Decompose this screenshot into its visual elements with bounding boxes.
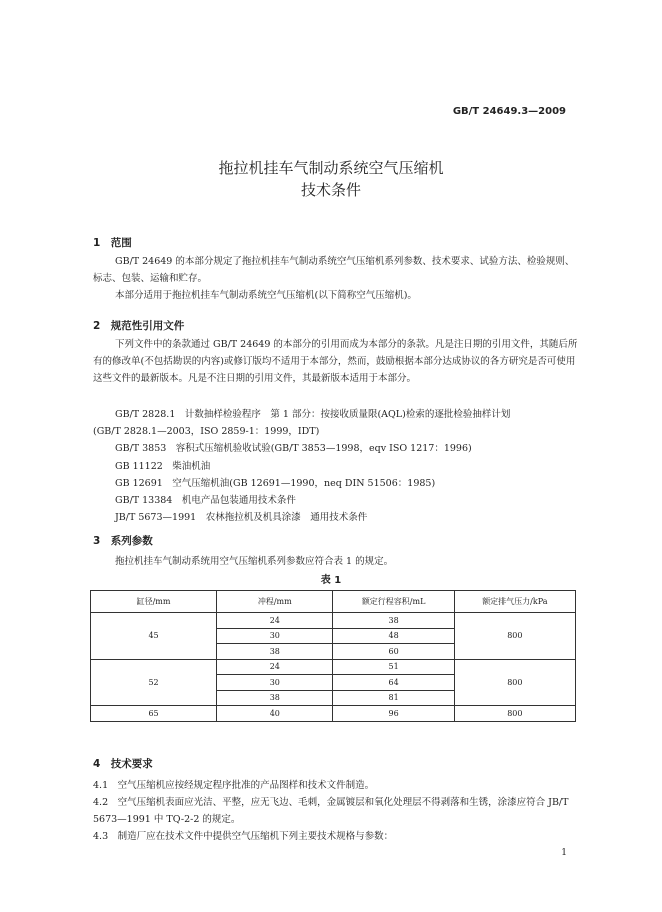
section-2-paragraph: 下列文件中的条款通过 GB/T 24649 的本部分的引用而成为本部分的条款。凡是注日期的引用文件，其随后所有的修改单(不包括勘误的内容)或修订版均不适用于本部分，然而，鼓励根据本部分达成协议的各方研究是否可使用这些文件的最新版本。凡是不注日期的引用文件，其最新版本适用于本部分。 [93,339,578,384]
reference-item: GB 11122 柴油机油 [115,461,211,472]
table-row [91,706,576,722]
table-header-cell: 冲程/mm [217,591,333,613]
table-cell-volume: 51 [333,659,454,675]
document-subtitle: 技术条件 [300,181,361,199]
table-cell-bore: 45 [91,613,217,660]
requirement-4-2: 4.2 空气压缩机表面应光洁、平整，应无飞边、毛刺，金属镀层和氧化处理层不得剥落和生锈，涂漆应符合 JB/T 5673—1991 中 TQ-2-2 的规定。 [93,797,569,825]
table-header-cell: 额定行程容积/mL [333,591,454,613]
section-3-heading: 3 系列参数 [93,535,153,547]
table-cell-stroke: 40 [217,706,333,722]
table-cell-bore: 52 [91,659,217,706]
table-cell-volume: 81 [333,690,454,706]
table-cell-stroke: 30 [217,628,333,644]
table-cell-pressure: 800 [454,613,575,660]
section-1-paragraph-2: 本部分适用于拖拉机挂车气制动系统空气压缩机(以下简称空气压缩机)。 [115,290,417,301]
section-3-paragraph: 拖拉机挂车气制动系统用空气压缩机系列参数应符合表 1 的规定。 [115,556,394,567]
section-4-heading: 4 技术要求 [93,758,153,770]
reference-item: (GB/T 2828.1—2003，ISO 2859-1：1999，IDT) [93,426,320,437]
table-row [91,659,576,675]
table-cell-bore: 65 [91,706,217,722]
table-cell-volume: 64 [333,675,454,691]
section-1-paragraph-1: GB/T 24649 的本部分规定了拖拉机挂车气制动系统空气压缩机系列参数、技术要求、试验方法、检验规则、标志、包装、运输和贮存。 [93,256,575,284]
parameter-table [90,590,576,722]
table-row [91,613,576,629]
reference-item: GB 12691 空气压缩机油(GB 12691—1990，neq DIN 51506：1985) [115,478,436,489]
table-header-cell: 额定排气压力/kPa [454,591,575,613]
reference-item: JB/T 5673—1991 农林拖拉机及机具涂漆 通用技术条件 [115,512,368,523]
page-number: 1 [561,848,567,858]
reference-item: GB/T 3853 容积式压缩机验收试验(GB/T 3853—1998，eqv ISO 1217：1996) [115,443,472,454]
table-cell-stroke: 38 [217,690,333,706]
table-header-cell: 缸径/mm [91,591,217,613]
standard-number: GB/T 24649.3—2009 [452,106,566,117]
table-header-row [91,591,576,613]
table-cell-volume: 60 [333,644,454,660]
table-cell-volume: 48 [333,628,454,644]
table-cell-volume: 38 [333,613,454,629]
table-cell-pressure: 800 [454,706,575,722]
table-cell-pressure: 800 [454,659,575,706]
reference-item: GB/T 13384 机电产品包装通用技术条件 [115,495,296,506]
table-cell-stroke: 24 [217,659,333,675]
table-caption: 表 1 [320,575,342,586]
section-1-heading: 1 范围 [93,237,132,249]
table-cell-stroke: 30 [217,675,333,691]
document-title: 拖拉机挂车气制动系统空气压缩机 [218,159,444,177]
reference-item: GB/T 2828.1 计数抽样检验程序 第 1 部分：按接收质量限(AQL)检索的逐批检验抽样计划 [115,409,511,420]
requirement-4-3: 4.3 制造厂应在技术文件中提供空气压缩机下列主要技术规格与参数： [93,831,394,842]
table-cell-stroke: 38 [217,644,333,660]
table-cell-stroke: 24 [217,613,333,629]
table-cell-volume: 96 [333,706,454,722]
section-2-heading: 2 规范性引用文件 [93,320,185,332]
requirement-4-1: 4.1 空气压缩机应按经规定程序批准的产品图样和技术文件制造。 [93,780,375,791]
